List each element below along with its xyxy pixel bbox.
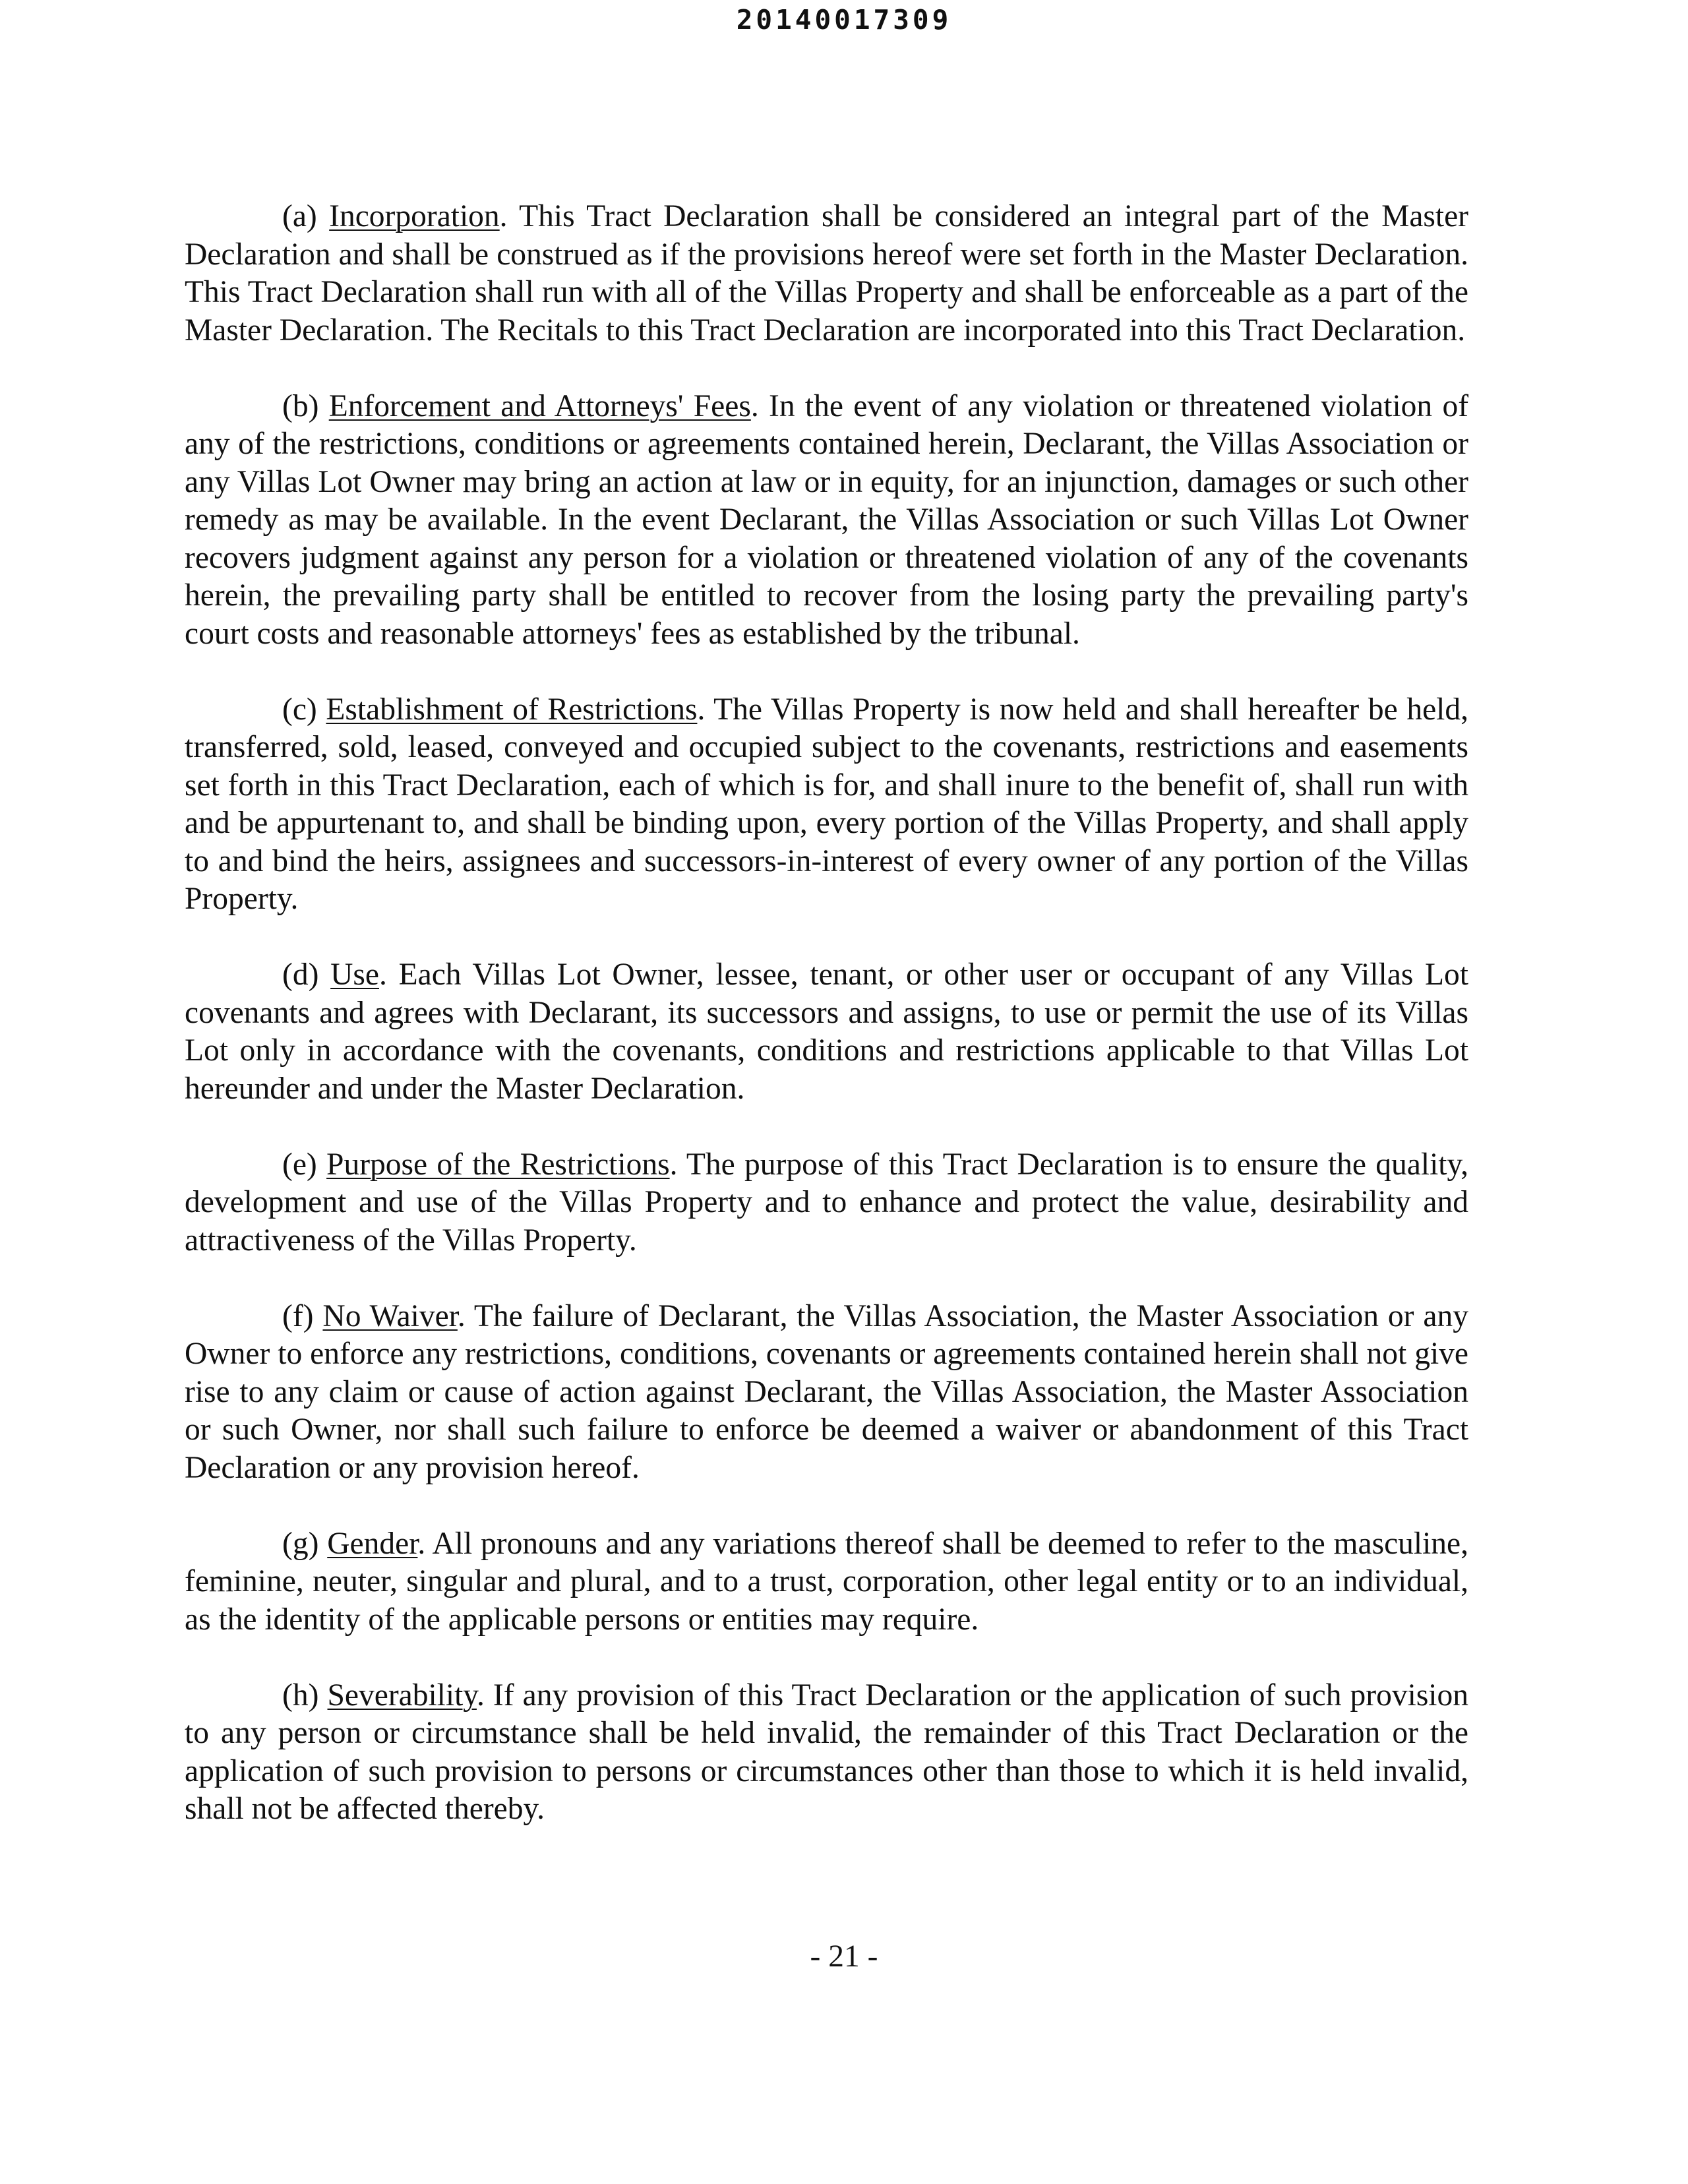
page-number: - 21 - — [810, 1939, 878, 1974]
paragraph-text: . All pronouns and any variations thereof shall be deemed to refer to the masculine, feminine, neuter, singular and plural, and to a trust, corporation, other legal entity or to an individual, as the identity of the applicable persons or entities may require. — [185, 1526, 1469, 1637]
paragraph-label: (f) — [282, 1298, 314, 1333]
paragraph-text: . The failure of Declarant, the Villas Association, the Master Association or any Owner to enforce any restrictions, conditions, covenants or agreements contained herein shall not give rise to any claim or cause of action against Declarant, the Villas Association, the Master Association or such Owner, nor shall such failure to enforce be deemed a waiver or abandonment of this Tract Declaration or any provision hereof. — [185, 1298, 1468, 1485]
paragraph-text: . The purpose of this Tract Declaration is to ensure the quality, development and use of the Villas Property and to enhance and protect the value, desirability and attractiveness of the Villas Property. — [185, 1147, 1469, 1258]
paragraph-no-waiver — [185, 1298, 1468, 1488]
paragraph-heading: Establishment of Restrictions — [326, 692, 698, 727]
paragraph-text: . If any provision of this Tract Declaration or the application of such provision to any person or circumstance shall be held invalid, the remainder of this Tract Declaration or the application of such provision to persons or circumstances other than those to which it is held invalid, shall not be affected thereby. — [185, 1678, 1468, 1826]
paragraph-text: . The Villas Property is now held and shall hereafter be held, transferred, sold, leased, conveyed and occupied subject to the covenants, restrictions and easements set forth in this Tract Declaration, each of which is for, and shall inure to the benefit of, shall run with and be appurtenant to, and shall be binding upon, every portion of the Villas Property, and shall apply to and bind the heirs, assignees and successors-in-interest of every owner of any portion of the Villas Property. — [185, 692, 1469, 916]
paragraph-label: (g) — [282, 1526, 319, 1561]
paragraph-label: (e) — [282, 1147, 317, 1182]
paragraph-gender — [185, 1525, 1468, 1639]
paragraph-heading: Severability — [327, 1678, 477, 1713]
paragraph-heading: Incorporation — [329, 199, 500, 233]
paragraph-heading: Use — [330, 957, 379, 992]
paragraph-label: (c) — [282, 692, 317, 727]
paragraph-incorporation — [185, 198, 1468, 349]
paragraph-label: (d) — [282, 957, 319, 992]
paragraph-text: . In the event of any violation or threatened violation of any of the restrictions, conditions or agreements contained herein, Declarant, the Villas Association or any Villas Lot Owner may bring an action at law or in equity, for an injunction, damages or such other remedy as may be available. In the event Declarant, the Villas Association or such Villas Lot Owner recovers judgment against any person for a violation or threatened violation of any of the covenants herein, the prevailing party shall be entitled to recover from the losing party the prevailing party's court costs and reasonable attorneys' fees as established by the tribunal. — [185, 388, 1469, 651]
paragraph-text: . This Tract Declaration shall be considered an integral part of the Master Declaration and shall be construed as if the provisions hereof were set forth in the Master Declaration. This Tract Declaration shall run with all of the Villas Property and shall be enforceable as a part of the Master Declaration. The Recitals to this Tract Declaration are incorporated into this Tract Declaration. — [185, 199, 1468, 348]
document-number: 20140017309 — [736, 4, 952, 36]
paragraph-severability — [185, 1677, 1468, 1829]
paragraph-purpose — [185, 1146, 1468, 1260]
paragraph-enforcement — [185, 388, 1468, 653]
paragraph-label: (b) — [282, 388, 319, 423]
paragraph-heading: Gender — [327, 1526, 418, 1561]
paragraph-heading: No Waiver — [322, 1298, 458, 1333]
document-body — [185, 198, 1468, 1866]
paragraph-text: . Each Villas Lot Owner, lessee, tenant, or other user or occupant of any Villas Lot covenants and agrees with Declarant, its successors and assigns, to use or permit the use of its Villas Lot only in accordance with the covenants, conditions and restrictions applicable to that Villas Lot hereunder and under the Master Declaration. — [185, 957, 1469, 1106]
paragraph-label: (h) — [282, 1678, 319, 1713]
paragraph-heading: Enforcement and Attorneys' Fees — [328, 388, 751, 423]
paragraph-use — [185, 956, 1468, 1108]
paragraph-label: (a) — [282, 199, 317, 233]
paragraph-heading: Purpose of the Restrictions — [326, 1147, 670, 1182]
paragraph-establishment — [185, 691, 1468, 919]
